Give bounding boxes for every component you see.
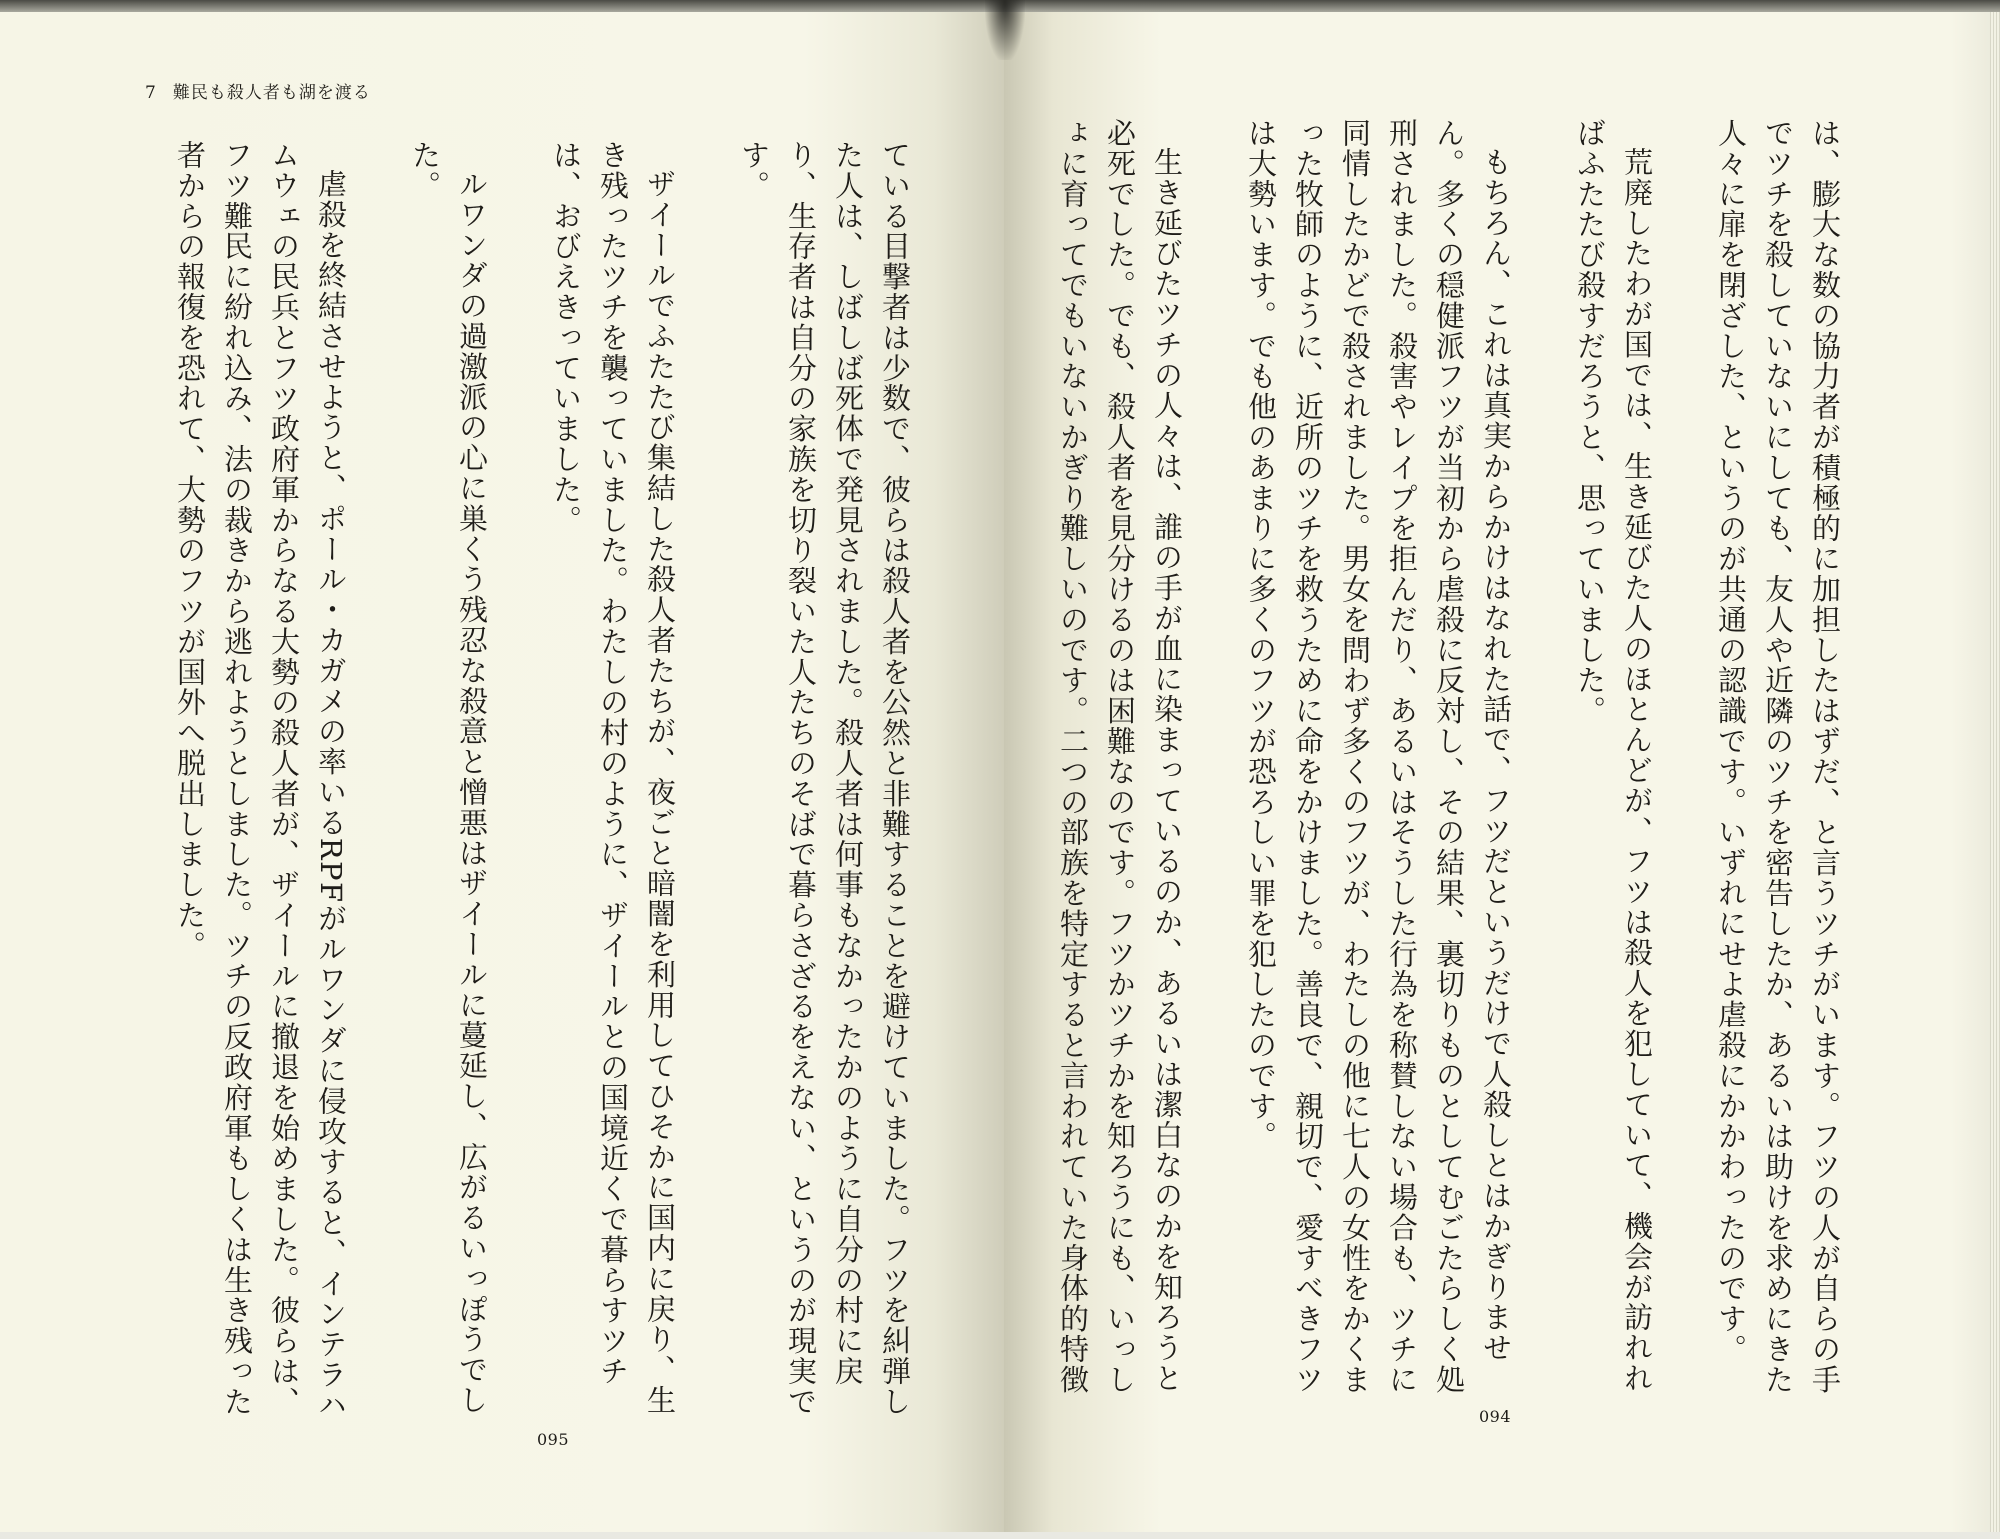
paragraph: 虐殺を終結させようと、ポール・カガメの率いるRPFがルワンダに侵攻すると、インテラハムウェの民兵とフツ政府軍からなる大勢の殺人者が、ザイールに撤退を始めました。彼らは、フツ難民に紛れ込み、法の裁きから逃れようとしました。ツチの反政府軍もしくは生き残った者からの報復を恐れて、大勢のフツが国外へ脱出しました。 xyxy=(173,140,348,1421)
chapter-number: 7 xyxy=(145,83,157,103)
paragraph: 荒廃したわが国では、生き延びた人のほとんどが、フツは殺人を犯していて、機会が訪れればふたたび殺すだろうと、思っていました。 xyxy=(1573,118,1654,1394)
running-head xyxy=(145,78,371,103)
right-page-text xyxy=(1045,118,1895,1408)
paragraph: 生き延びたツチの人々は、誰の手が血に染まっているのか、あるいは潔白なのかを知ろうと必死でした。でも、殺人者を見分けるのは困難なのです。フツかツチかを知ろうにも、いっしょに育ってでもいないかぎり難しいのです。二つの部族を特定すると言われていた身体的特徴 xyxy=(1056,118,1184,1395)
paragraph: もちろん、これは真実からかけはなれた話で、フツだというだけで人殺しとはかぎりません。多くの穏健派フツが当初から虐殺に反対し、その結果、裏切りものとしてむごたらしく処刑されました。殺害やレイプを拒んだり、あるいはそうした行為を称賛しない場合も、ツチに同情したかどで殺されました。男女を問わず多くのフツが、わたしの他に七人の女性をかくまった牧師のように、近所のツチを救うために命をかけました。善良で、親切で、愛すべきフツは大勢います。でも他のあまりに多くのフツが恐ろしい罪を犯したのです。 xyxy=(1244,118,1513,1395)
left-page-text xyxy=(125,140,965,1430)
chapter-title: 難民も殺人者も湖を渡る xyxy=(172,83,371,103)
paragraph: ルワンダの過激派の心に巣くう残忍な殺意と憎悪はザイールに蔓延し、広がるいっぽうでした。 xyxy=(408,140,489,1416)
page-number-left: 095 xyxy=(537,1430,570,1449)
paragraph: ザイールでふたたび集結した殺人者たちが、夜ごと暗闇を利用してひそかに国内に戻り、生き残ったツチを襲っていました。わたしの村のように、ザイールとの国境近くで暮らすツチは、おびえきっていました。 xyxy=(549,140,677,1416)
paragraph: ている目撃者は少数で、彼らは殺人者を公然と非難することを避けていました。フツを糾弾した人は、しばしば死体で発見されました。殺人者は何事もなかったかのように自分の村に戻り、生存者は自分の家族を切り裂いた人たちのそばで暮らさざるをえない、というのが現実です。 xyxy=(737,140,912,1417)
page-edge xyxy=(1990,12,2000,1532)
page-number-right: 094 xyxy=(1479,1407,1512,1426)
gutter-shadow xyxy=(985,0,1025,60)
paragraph: は、膨大な数の協力者が積極的に加担したはずだ、と言うツチがいます。フツの人が自らの手でツチを殺していないにしても、友人や近隣のツチを密告したか、あるいは助けを求めにきた人々に扉を閉ざした、というのが共通の認識です。いずれにせよ虐殺にかかわったのです。 xyxy=(1714,118,1842,1395)
